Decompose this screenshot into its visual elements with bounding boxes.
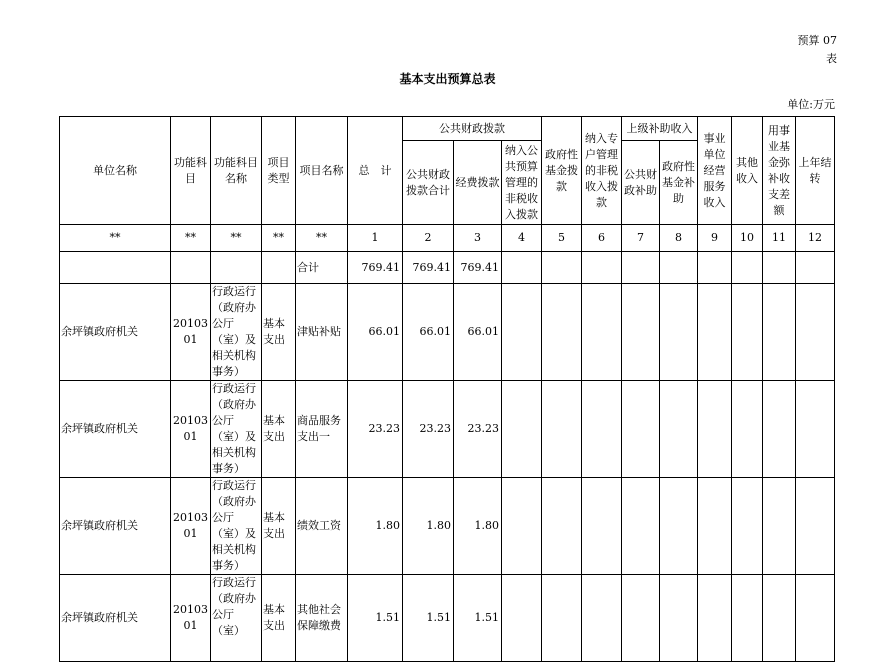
subject-cell: 行政运行（政府办公厅（室） [211, 575, 262, 662]
budget-table [59, 116, 835, 662]
subject-cell: 行政运行（政府办公厅（室）及相关机构事务） [211, 478, 262, 575]
table-row [60, 575, 835, 662]
index-cell: 5 [542, 225, 582, 252]
code-cell: 2010301 [171, 575, 211, 662]
header-unit-name: 单位名称 [60, 117, 171, 225]
index-cell: 4 [502, 225, 542, 252]
header-sup-public: 公共财政补助 [622, 141, 660, 225]
type-cell: 基本支出 [262, 284, 296, 381]
index-cell: 6 [582, 225, 622, 252]
index-cell: ** [211, 225, 262, 252]
index-cell: 10 [732, 225, 763, 252]
header-budget-nontax: 纳入公共预算管理的非税收入拨款 [502, 141, 542, 225]
total-cell: 23.23 [348, 381, 403, 478]
header-total: 总 计 [348, 117, 403, 225]
public-finance-cell: 66.01 [403, 284, 454, 381]
total-label: 合计 [296, 252, 348, 284]
index-cell: ** [171, 225, 211, 252]
unit-label: 单位:万元 [787, 98, 835, 111]
index-row [60, 225, 835, 252]
table-row [60, 284, 835, 381]
total-cell: 1.51 [348, 575, 403, 662]
project-cell: 津贴补贴 [296, 284, 348, 381]
table-header [60, 117, 835, 225]
total-funding: 769.41 [454, 252, 502, 284]
header-gov-fund: 政府性基金拨款 [542, 117, 582, 225]
public-finance-cell: 1.51 [403, 575, 454, 662]
index-cell: 3 [454, 225, 502, 252]
public-finance-cell: 23.23 [403, 381, 454, 478]
form-number [777, 32, 837, 68]
index-cell: 2 [403, 225, 454, 252]
header-fund-offset: 用事业基金弥补收支差额 [763, 117, 796, 225]
type-cell: 基本支出 [262, 478, 296, 575]
header-public-finance-total: 公共财政拨款合计 [403, 141, 454, 225]
table-body [60, 225, 835, 662]
header-func-subject-name: 功能科目名称 [211, 117, 262, 225]
public-finance-cell: 1.80 [403, 478, 454, 575]
index-cell: 8 [660, 225, 698, 252]
table-row [60, 381, 835, 478]
unit-cell: 余坪镇政府机关 [60, 575, 171, 662]
index-cell: ** [296, 225, 348, 252]
type-cell: 基本支出 [262, 381, 296, 478]
unit-cell: 余坪镇政府机关 [60, 478, 171, 575]
page-title: 基本支出预算总表 [399, 72, 496, 86]
table-row [60, 478, 835, 575]
total-amount: 769.41 [348, 252, 403, 284]
index-cell: 7 [622, 225, 660, 252]
funding-cell: 1.51 [454, 575, 502, 662]
total-public-finance: 769.41 [403, 252, 454, 284]
header-business-service: 事业单位经营服务收入 [698, 117, 732, 225]
project-cell: 其他社会保障缴费 [296, 575, 348, 662]
subject-cell: 行政运行（政府办公厅（室）及相关机构事务） [211, 284, 262, 381]
code-cell: 2010301 [171, 381, 211, 478]
form-number-line1: 预算 07 [797, 34, 837, 47]
code-cell: 2010301 [171, 478, 211, 575]
index-cell: 11 [763, 225, 796, 252]
header-project-type: 项目类型 [262, 117, 296, 225]
unit-cell: 余坪镇政府机关 [60, 284, 171, 381]
type-cell: 基本支出 [262, 575, 296, 662]
index-cell: 1 [348, 225, 403, 252]
total-cell: 1.80 [348, 478, 403, 575]
code-cell: 2010301 [171, 284, 211, 381]
project-cell: 绩效工资 [296, 478, 348, 575]
header-sup-gov-fund: 政府性基金补助 [660, 141, 698, 225]
index-cell: ** [60, 225, 171, 252]
header-public-finance: 公共财政拨款 [403, 117, 542, 141]
header-superior-subsidy: 上级补助收入 [622, 117, 698, 141]
header-func-subject: 功能科目 [171, 117, 211, 225]
project-cell: 商品服务支出一 [296, 381, 348, 478]
header-other-income: 其他收入 [732, 117, 763, 225]
form-number-line2: 表 [826, 52, 837, 65]
header-prior-carryover: 上年结转 [796, 117, 835, 225]
header-funding: 经费拨款 [454, 141, 502, 225]
funding-cell: 66.01 [454, 284, 502, 381]
header-special-nontax: 纳入专户管理的非税收入拨款 [582, 117, 622, 225]
index-cell: ** [262, 225, 296, 252]
unit-cell: 余坪镇政府机关 [60, 381, 171, 478]
index-cell: 9 [698, 225, 732, 252]
funding-cell: 1.80 [454, 478, 502, 575]
total-cell: 66.01 [348, 284, 403, 381]
funding-cell: 23.23 [454, 381, 502, 478]
index-cell: 12 [796, 225, 835, 252]
total-row [60, 252, 835, 284]
header-project-name: 项目名称 [296, 117, 348, 225]
subject-cell: 行政运行（政府办公厅（室）及相关机构事务） [211, 381, 262, 478]
